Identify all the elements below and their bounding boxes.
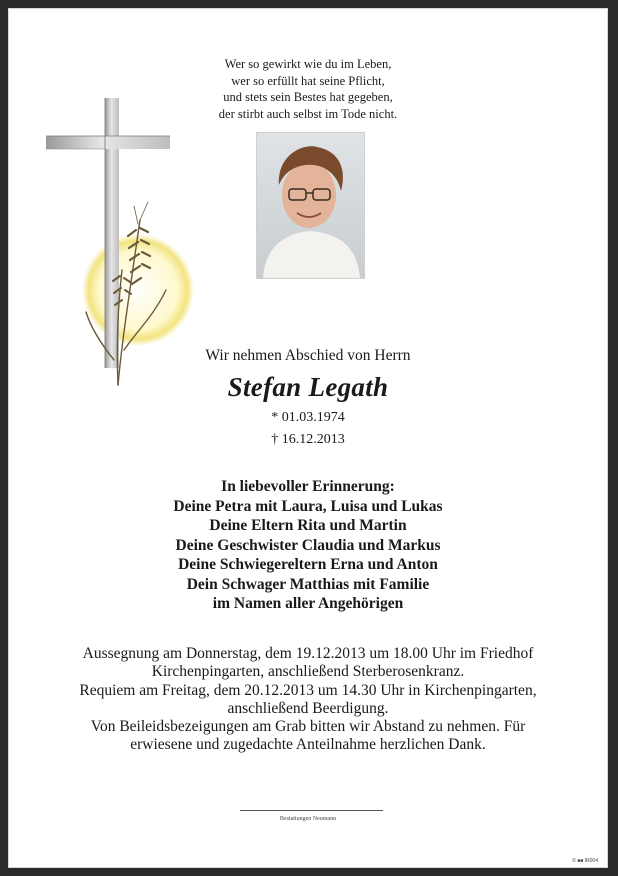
- obituary-page: [8, 8, 608, 868]
- halo-icon: [82, 234, 194, 346]
- mourners-list: [8, 477, 608, 614]
- mourners-line: Deine Schwiegereltern Erna und Anton: [178, 556, 438, 573]
- poem-line: Wer so gewirkt wie du im Leben,: [224, 57, 392, 71]
- poem-line: wer so erfüllt hat seine Pflicht,: [231, 73, 385, 88]
- poem-line: und stets sein Bestes hat gegeben,: [223, 90, 393, 104]
- copyright-mark: © ■■ IR004: [572, 858, 598, 864]
- notice-line: Von Beileidsbezeigungen am Grab bitten wir Abstand zu nehmen. Für: [90, 718, 526, 736]
- mourners-line: Deine Petra mit Laura, Luisa und Lukas: [173, 497, 443, 515]
- notice-line: anschließend Beerdigung.: [227, 699, 389, 717]
- cross-wheat-decoration: [38, 90, 198, 390]
- mourners-line: Dein Schwager Matthias mit Familie: [186, 575, 430, 593]
- deceased-name: Stefan Legath: [227, 372, 389, 402]
- funeral-notice: [8, 645, 608, 755]
- life-dates: [8, 407, 608, 451]
- portrait-photo: [256, 132, 365, 279]
- mourners-line: im Namen aller Angehörigen: [212, 595, 404, 612]
- mourners-line: Deine Geschwister Claudia und Markus: [175, 536, 441, 554]
- notice-line: erwiesene und zugedachte Anteilnahme herzlichen Dank.: [130, 736, 486, 754]
- mourners-line: Deine Eltern Rita und Martin: [209, 517, 407, 534]
- birth-date: * 01.03.1974: [271, 410, 345, 425]
- notice-line: Requiem am Freitag, dem 20.12.2013 um 14.30 Uhr in Kirchenpingarten,: [79, 681, 537, 699]
- death-date: † 16.12.2013: [271, 432, 345, 447]
- undertaker-credit: Bestattungen Neumann: [279, 816, 337, 822]
- footer-divider: [240, 810, 383, 811]
- mourners-heading: In liebevoller Erinnerung:: [221, 478, 395, 495]
- notice-line: Aussegnung am Donnerstag, dem 19.12.2013 um 18.00 Uhr im Friedhof: [82, 645, 534, 662]
- poem-line: der stirbt auch selbst im Tode nicht.: [218, 106, 398, 121]
- notice-line: Kirchenpingarten, anschließend Sterberosenkranz.: [151, 663, 465, 681]
- farewell-intro: Wir nehmen Abschied von Herrn: [205, 347, 411, 364]
